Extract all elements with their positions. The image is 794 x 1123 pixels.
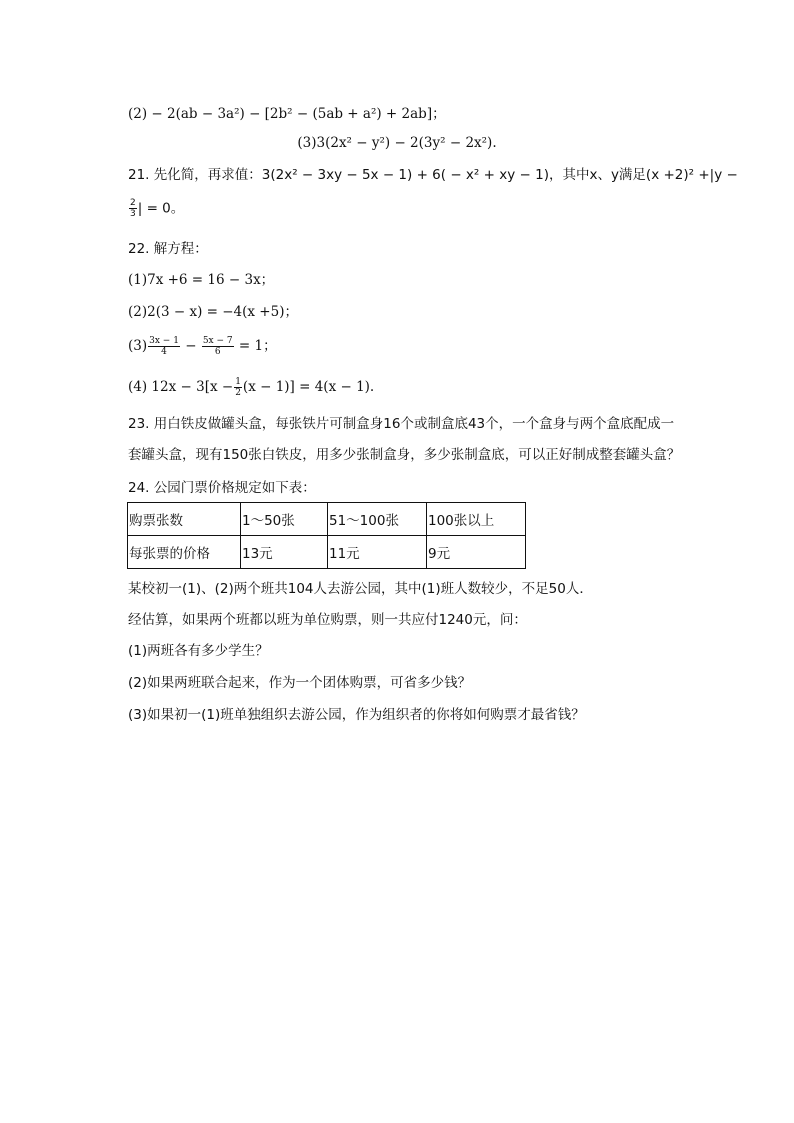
q20-item-2: (2) − 2(ab − 3a²) − [2b² − (5ab + a²) + 2ab]； (128, 106, 446, 122)
q23-line-1: 23. 用白铁皮做罐头盒，每张铁片可制盒身16个或制盒底43个，一个盒身与两个盒底配成一 (128, 416, 675, 432)
q24-subquestion-1: (1)两班各有多少学生？ (128, 643, 269, 659)
q22-eq3-fraction-1: $\frac{3x - 1}{4}$ (149, 336, 179, 357)
ticket-price-table (127, 502, 526, 569)
q21-line-1: 21. 先化简，再求值：3(2x² − 3xy − 5x − 1) + 6( − x² + xy − 1)，其中x、y满足(x +2)² +|y − (128, 167, 738, 183)
table-cell: 购票张数 (128, 503, 241, 536)
table-cell: 每张票的价格 (128, 536, 241, 569)
table-cell: 13元 (241, 536, 328, 569)
table-cell: 9元 (427, 536, 526, 569)
q24-paragraph-2: 经估算，如果两个班都以班为单位购票，则一共应付1240元，问： (128, 612, 527, 628)
q21-fraction: $\frac{2}{3}$ (130, 198, 136, 219)
q22-equation-3: (3) $\frac{3x - 1}{4}$ − $\frac{5x - 7}{6}$ = 1； (128, 336, 277, 357)
table-row (128, 536, 526, 569)
table-cell: 1～50张 (241, 503, 328, 536)
q21-line-2: $\frac{2}{3}$ | = 0。 (130, 198, 185, 219)
q24-title: 24. 公园门票价格规定如下表： (128, 480, 316, 496)
q22-equation-1: (1)7x +6 = 16 − 3x； (128, 272, 275, 288)
q20-item-3: (3)3(2x² − y²) − 2(3y² − 2x²). (297, 135, 497, 151)
q22-title: 22. 解方程： (128, 241, 208, 257)
q22-eq3-fraction-2: $\frac{5x - 7}{6}$ (202, 336, 233, 357)
table-row (128, 503, 526, 536)
table-cell: 51～100张 (328, 503, 427, 536)
q24-subquestion-2: (2)如果两班联合起来，作为一个团体购票，可省多少钱？ (128, 675, 472, 691)
q22-eq4-fraction: $\frac{1}{2}$ (235, 377, 241, 398)
q23-line-2: 套罐头盒，现有150张白铁皮，用多少张制盒身，多少张制盒底，可以正好制成整套罐头盒？ (128, 447, 681, 463)
table-cell: 100张以上 (427, 503, 526, 536)
q24-subquestion-3: (3)如果初一(1)班单独组织去游公园，作为组织者的你将如何购票才最省钱？ (128, 707, 585, 723)
q22-equation-2: (2)2(3 − x) = −4(x +5)； (128, 304, 298, 320)
table-cell: 11元 (328, 536, 427, 569)
q24-paragraph-1: 某校初一(1)、(2)两个班共104人去游公园，其中(1)班人数较少，不足50人． (128, 581, 593, 597)
q22-equation-4: (4) 12x − 3[x − $\frac{1}{2}$ (x − 1)] = 4(x − 1). (128, 377, 375, 398)
